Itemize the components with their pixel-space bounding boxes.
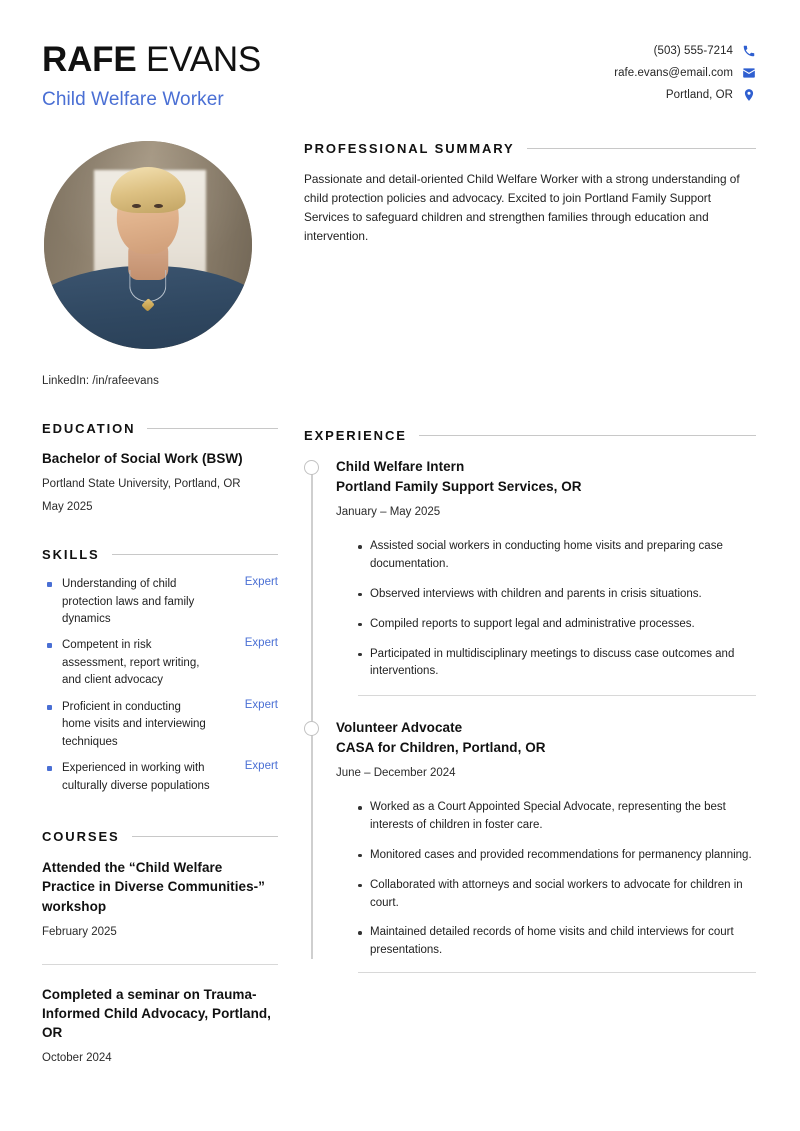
divider [358,695,756,696]
experience-timeline [304,457,756,973]
first-name: RAFE [42,40,137,79]
education-heading [42,421,278,436]
courses-heading [42,829,278,844]
course-title: Attended the “Child Welfare Practice in Diverse Communities-” workshop [42,860,265,914]
divider [358,972,756,973]
skill-left [47,760,235,795]
heading-rule [112,554,278,555]
name-block [42,36,261,111]
section-skills [42,547,278,795]
skill-level: Expert [244,760,278,773]
location-icon [742,88,756,102]
list-item [42,637,278,689]
experience-role: Volunteer Advocate [336,720,463,736]
contact-phone-value: (503) 555-7214 [653,45,733,57]
courses-heading-label: COURSES [42,829,120,845]
avatar [44,141,252,349]
experience-bullet-list [336,538,756,681]
heading-rule [147,428,278,429]
job-title: Child Welfare Worker [42,88,224,110]
contact-phone[interactable] [654,44,756,58]
bullet-icon [47,643,52,648]
contact-location-value: Portland, OR [665,89,733,101]
summary-heading [304,141,756,156]
contact-email[interactable] [614,66,756,80]
list-item [42,699,278,751]
skill-name: Understanding of child protection laws and family dynamics [62,578,195,625]
contact-location[interactable] [666,88,756,102]
skills-heading-label: SKILLS [42,547,100,563]
education-degree: Bachelor of Social Work (BSW) [42,450,243,466]
main-column [304,133,756,973]
bullet-icon [47,766,52,771]
section-courses [42,829,278,1068]
contact-block [614,36,756,102]
heading-rule [419,435,756,436]
list-item [42,858,278,941]
phone-icon [742,44,756,58]
last-name: EVANS [146,40,262,79]
skill-level: Expert [244,637,278,650]
skills-heading [42,547,278,562]
avatar-eye-left [132,204,140,208]
summary-text: Passionate and detail-oriented Child Welfare Worker with a strong understanding of child protection policies and advocacy. Excited to join Portland Family Support Services to safeguard children and strengthen families through education and intervention. [304,171,740,244]
education-entry [42,450,278,513]
experience-role: Child Welfare Intern [336,459,465,475]
experience-entry [336,718,756,960]
experience-entry [336,457,756,681]
section-education [42,421,278,513]
email-icon [742,66,756,80]
course-date: February 2025 [42,925,117,938]
list-item: Observed interviews with children and parents in crisis situations. [358,586,756,604]
summary-heading-label: PROFESSIONAL SUMMARY [304,140,515,156]
list-item: Monitored cases and provided recommendations for permanency planning. [358,847,756,865]
experience-organization: CASA for Children, Portland, OR [336,739,546,755]
skill-name: Experienced in working with culturally diverse populations [62,762,210,792]
list-item [42,576,278,628]
experience-organization: Portland Family Support Services, OR [336,478,582,494]
bullet-icon [47,705,52,710]
list-item: Worked as a Court Appointed Special Advocate, representing the best interests of children in foster care. [358,799,756,835]
bullet-icon [47,582,52,587]
list-item [42,760,278,795]
education-heading-label: EDUCATION [42,420,136,436]
contact-email-value: rafe.evans@email.com [614,67,733,79]
section-experience [304,428,756,973]
resume-body [0,133,800,1068]
skill-name: Proficient in conducting home visits and interviewing techniques [62,700,206,748]
course-date: October 2024 [42,1052,112,1065]
skill-name: Competent in risk assessment, report writing, and client advocacy [62,639,200,687]
timeline-marker-icon [304,721,319,736]
resume-header [0,0,800,111]
experience-date: June – December 2024 [336,767,456,780]
heading-rule [527,148,756,149]
experience-heading-label: EXPERIENCE [304,428,407,444]
page-title [42,42,261,79]
list-item: Assisted social workers in conducting home visits and preparing case documentation. [358,538,756,574]
list-item: Collaborated with attorneys and social workers to advocate for children in court. [358,877,756,913]
heading-rule [132,836,278,837]
skill-left [47,576,235,628]
skill-level: Expert [244,576,278,589]
list-item: Compiled reports to support legal and administrative processes. [358,616,756,634]
list-item: Participated in multidisciplinary meetings to discuss case outcomes and interventions. [358,646,756,682]
timeline-marker-icon [304,460,319,475]
avatar-eye-right [154,204,162,208]
experience-bullet-list [336,799,756,960]
sidebar-column [42,133,278,1068]
divider [42,964,278,965]
course-title: Completed a seminar on Trauma-Informed Child Advocacy, Portland, OR [42,986,271,1040]
education-date: May 2025 [42,501,93,514]
skill-level: Expert [244,698,278,711]
list-item: Maintained detailed records of home visits and child interviews for court presentations. [358,924,756,960]
experience-date: January – May 2025 [336,506,441,519]
list-item [42,985,278,1068]
experience-heading [304,428,756,443]
timeline-line [311,469,313,959]
education-school: Portland State University, Portland, OR [42,477,241,490]
skill-left [47,637,235,689]
skill-left [47,699,235,751]
linkedin-link[interactable]: LinkedIn: /in/rafeevans [42,374,159,387]
section-professional-summary [304,141,756,246]
